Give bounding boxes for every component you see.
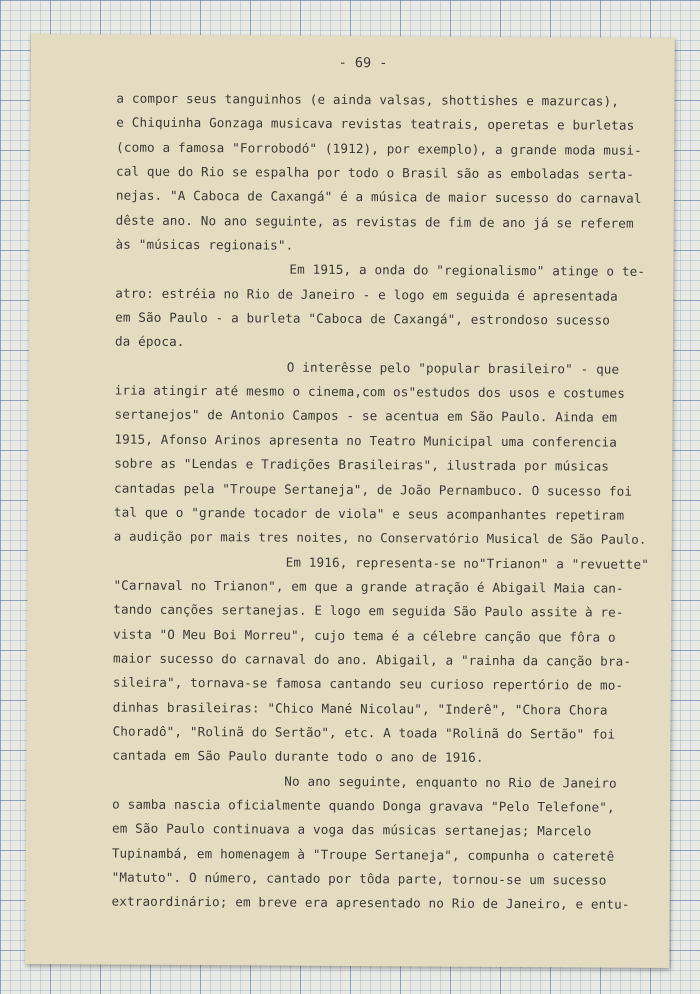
text-line: tando canções sertanejas. E logo em seguida São Paulo assite à re- [113, 601, 624, 620]
text-line: cantadas pela "Troupe Sertaneja", de João Pernambuco. O sucesso foi [114, 480, 633, 499]
text-line: sertanejos" de Antonio Campos - se acentua em São Paulo. Ainda em [114, 407, 618, 426]
text-line: 1915, Afonso Arinos apresenta no Teatro Municipal uma conferencia [114, 431, 618, 450]
text-line: iria atingir até mesmo o cinema,com os"estudos dos usos e costumes [114, 382, 626, 401]
text-line: maior sucesso do carnaval do ano. Abigail, a "rainha da canção bra- [112, 650, 632, 669]
page-number: - 69 - [338, 54, 388, 72]
text-line: o samba nascia oficialmente quando Donga gravava "Pelo Telefone", [112, 796, 615, 815]
text-line: Tupinambá, em homenagem à "Troupe Sertaneja", compunha o cateretê [111, 845, 615, 864]
text-line: Em 1916, representa-se no"Trianon" a "revuette" [285, 554, 650, 572]
text-line: extraordinário; em breve era apresentado no Rio de Janeiro, e entu- [111, 893, 630, 913]
text-line: sobre as "Lendas e Tradições Brasileiras", ilustrada por músicas [114, 455, 610, 474]
text-line: cal que do Rio se espalha por todo o Brasil são as emboladas serta- [115, 163, 635, 182]
text-line: (como a famosa "Forrobodó" (1912), por exemplo), a grande moda musi- [116, 139, 642, 158]
text-line: O interêsse pelo "popular brasileiro" - que [286, 359, 620, 377]
text-line: "Carnaval no Trianon", em que a grande atração é Abigail Maia can- [113, 577, 624, 596]
text-line: da época. [114, 333, 185, 350]
text-line: vista "O Meu Boi Morreu", cujo tema é a célebre canção que fôra o [113, 626, 616, 645]
text-line: nejas. "A Caboca de Caxangá" é a música de maior sucesso do carnaval [115, 187, 642, 207]
text-line: atro: estréia no Rio de Janeiro - e logo em seguida é apresentada [115, 285, 618, 304]
text-line: "Matuto". O número, cantado por tôda parte, tornou-se um sucesso [111, 869, 607, 888]
text-line: cantada em São Paulo durante todo o ano de 1916. [112, 747, 484, 766]
typewritten-page [25, 34, 675, 968]
text-line: dinhas brasileiras: "Chico Mané Nicolau", "Inderê", "Chora Chora [112, 699, 608, 718]
text-line: dêste ano. No ano seguinte, as revistas de fim de ano já se referem [115, 212, 634, 231]
text-line: Em 1915, a onda do "regionalismo" atinge o te- [289, 262, 646, 280]
text-line: sileira", tornava-se famosa cantando seu curioso repertório de mo- [112, 674, 624, 693]
text-line: às "músicas regionais". [115, 236, 294, 253]
body-text [111, 87, 656, 918]
text-line: e Chiquinha Gonzaga musicava revistas teatrais, operetas e burletas [116, 114, 635, 134]
text-line: tal que o "grande tocador de viola" e seus acompanhantes repetiram [113, 504, 625, 523]
text-line: a compor seus tanguinhos (e ainda valsas, shottishes e mazurcas), [116, 90, 620, 109]
text-line: Choradô", "Rolinã do Sertão", etc. A toada "Rolinã do Sertão" foi [112, 723, 616, 742]
text-line: a audição por mais tres noites, no Conservatório Musical de São Paulo. [113, 528, 647, 547]
text-line: em São Paulo continuava a voga das músicas sertanejas; Marcelo [111, 820, 592, 839]
text-line: No ano seguinte, enquanto no Rio de Janeiro [284, 773, 617, 791]
text-line: em São Paulo - a burleta "Caboca de Caxangá", estrondoso sucesso [115, 309, 611, 328]
